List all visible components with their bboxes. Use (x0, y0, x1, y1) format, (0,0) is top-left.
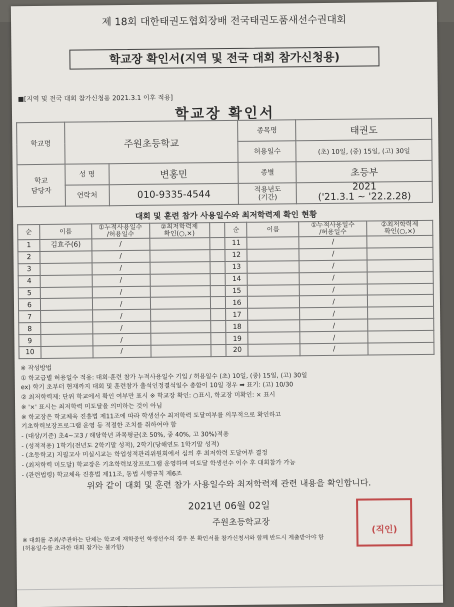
seal-text: (직인) (371, 525, 398, 536)
event-title: 제 18회 대한태권도협회장배 전국태권도품새선수권대회 (101, 14, 347, 29)
note-line: - (성적적용) 1학기(전년도 2학기말 성적), 2학기(당해연도 1학기말 성적) (21, 440, 220, 450)
header-name: 이름 (40, 224, 92, 240)
school-value: 주원초등학교 (64, 120, 238, 164)
note-line: ※ 학교장은 학교체육 진흥법 제11조에 따라 학생선수 최저학력 도달여부를 의무적으로 확인하고 (21, 410, 282, 421)
row-num-cell: 12 (225, 249, 247, 261)
row-days-cell: / (299, 236, 367, 249)
row-name-cell (248, 296, 300, 308)
contact-value: 010-9335-4544 (109, 183, 239, 205)
row-grade-cell (367, 283, 433, 296)
table-gap (209, 249, 225, 261)
row-num-cell: 9 (19, 335, 41, 347)
bottom-divider (17, 585, 443, 590)
row-name-cell (248, 308, 300, 320)
gender-value: 초등부 (296, 160, 432, 182)
row-name-cell (40, 275, 92, 287)
row-grade-cell (151, 345, 211, 358)
row-grade-cell (150, 250, 210, 263)
note-line: - (초등학교) 지필고사 미실시교는 학업성적관리위원회에서 심의 후 최저학력 도달여부 결정 (21, 449, 268, 460)
table-gap (210, 345, 226, 357)
row-num-cell: 11 (225, 237, 247, 249)
school-label: 학교명 (17, 122, 65, 164)
row-grade-cell (368, 319, 434, 332)
row-days-cell: / (92, 322, 150, 334)
row-num-cell: 1 (18, 239, 40, 251)
header-num: 순 (225, 222, 247, 237)
row-name-cell: 김효주(6) (40, 239, 92, 251)
row-grade-cell (150, 297, 210, 310)
note-line: - (최저학력 미도달) 학교장은 기초학력보장프로그램 운영하며 미도달 학생선수 이수 후 대회참가 가능 (21, 459, 296, 470)
row-name-cell (40, 251, 92, 263)
row-name-cell (248, 320, 300, 332)
application-note: ■[지역 및 전국 대회 참가신청용 2021.3.1 이후 적용] (17, 93, 173, 104)
table-gap (210, 297, 226, 309)
main-title: 학교장 확인서 (174, 105, 276, 123)
name-value: 변홍민 (109, 162, 239, 184)
row-num-cell: 13 (226, 261, 248, 273)
row-days-cell: / (92, 262, 150, 274)
row-days-cell: / (92, 298, 150, 310)
row-num-cell: 15 (226, 285, 248, 297)
row-name-cell (248, 332, 300, 344)
note-line: 기초학력보장프로그램 운영 등 적절한 조치를 취하여야 함 (21, 421, 177, 431)
row-name-cell (40, 263, 92, 275)
row-name-cell (248, 284, 300, 296)
row-name-cell (41, 322, 93, 334)
header-grade: ②최저학력제 확인(○,×) (367, 220, 433, 236)
allow-value: (초) 10일, (중) 15일, (고) 30일 (296, 139, 432, 161)
participation-table (17, 220, 434, 359)
row-days-cell: / (92, 310, 150, 322)
year-value (297, 181, 433, 203)
footnote-line1: ※ 대회를 주최/주관하는 단체는 학교에 재학중인 학생선수의 경우 본 확인서를 참가신청서와 함께 반드시 제출받아야 함 (22, 534, 324, 545)
note-line: - (대상/기준) 초4~고3 / 해당학년 과목평균(초 50%, 중 40%, 고 30%)적용 (21, 430, 229, 441)
row-num-cell: 2 (18, 251, 40, 263)
note-line: ※ '×' 표시는 최저학력 미도달을 의미하는 것이 아님 (21, 402, 163, 411)
row-num-cell: 19 (226, 332, 248, 344)
row-name-cell (40, 286, 92, 298)
header-days: ①누적사용일수 /허용일수 (299, 221, 367, 237)
row-grade-cell (367, 259, 433, 272)
row-num-cell: 6 (18, 299, 40, 311)
allow-label: 허용일수 (238, 141, 296, 163)
row-days-cell: / (92, 250, 150, 262)
header-grade: ②최저학력제 확인(○,×) (149, 223, 209, 239)
row-days-cell: / (92, 286, 150, 298)
table-gap (210, 333, 226, 345)
document-title: 학교장 확인서(지역 및 전국 대회 참가신청용) (69, 46, 379, 69)
row-days-cell: / (299, 272, 367, 285)
row-num-cell: 10 (19, 346, 41, 358)
row-num-cell: 4 (18, 275, 40, 287)
contact-label: 연락처 (65, 185, 109, 206)
table-gap (210, 273, 226, 285)
issue-date: 2021년 06월 02일 (188, 500, 271, 513)
note-line: ② 최저학력제: 단위 학교에서 확인 여부만 표시 ※ 학교장 확인: ○표시, 학교장 미확인: × 표시 (20, 391, 276, 402)
row-name-cell (41, 310, 93, 322)
row-days-cell: / (300, 284, 368, 297)
row-grade-cell (149, 238, 209, 251)
row-days-cell: / (300, 331, 368, 344)
info-table (16, 118, 433, 207)
table-gap (209, 238, 225, 250)
row-days-cell: / (300, 343, 368, 356)
note-line: ① 학교급별 허용일수 적용: 대회·훈련 참가 누적사용일수 기입 / 허용일수 (초) 10일, (중) 15일, (고) 30일 (20, 371, 308, 382)
table-title: 대회 및 훈련 참가 사용일수와 최저학력제 확인 현황 (135, 210, 318, 221)
row-days-cell: / (299, 260, 367, 273)
row-name-cell (41, 334, 93, 346)
table-gap (210, 321, 226, 333)
row-num-cell: 8 (19, 323, 41, 335)
header-num: 순 (18, 224, 40, 239)
row-days-cell: / (299, 248, 367, 261)
header-days: ①누적사용일수 /허용일수 (91, 223, 149, 239)
row-num-cell: 20 (226, 344, 248, 356)
table-gap (210, 261, 226, 273)
row-days-cell: / (92, 274, 150, 286)
row-grade-cell (150, 273, 210, 286)
row-grade-cell (368, 330, 434, 343)
note-line: ex) 학기 초부터 현재까지 대회 및 훈련참가 출석인정결석일수 총합이 10일 경우 ➡ 표기: (고) 10/30 (20, 381, 294, 392)
row-days-cell: / (300, 295, 368, 308)
table-gap (210, 309, 226, 321)
row-grade-cell (150, 309, 210, 322)
row-name-cell (41, 346, 93, 358)
row-grade-cell (150, 261, 210, 274)
row-grade-cell (368, 307, 434, 320)
row-name-cell (40, 298, 92, 310)
sport-label: 종목명 (238, 120, 296, 142)
row-num-cell: 5 (18, 287, 40, 299)
row-num-cell: 17 (226, 309, 248, 321)
row-days-cell: / (300, 319, 368, 332)
closing-statement: 위와 같이 대회 및 훈련 참가 사용일수와 최저학력제 관련 내용을 확인합니다. (86, 478, 372, 492)
row-days-cell: / (93, 333, 151, 345)
table-gap (210, 285, 226, 297)
row-num-cell: 18 (226, 321, 248, 333)
row-name-cell (248, 272, 300, 284)
row-grade-cell (368, 342, 434, 355)
row-grade-cell (150, 285, 210, 298)
row-grade-cell (367, 271, 433, 284)
row-num-cell: 16 (226, 297, 248, 309)
year-value-line2: ('21.3.1 ~ '22.2.28) (317, 191, 412, 204)
row-name-cell (247, 237, 299, 249)
row-days-cell: / (300, 307, 368, 320)
row-num-cell: 3 (18, 263, 40, 275)
signer-name: 주원초등학교장 (212, 517, 270, 529)
row-grade-cell (150, 321, 210, 334)
sport-value: 태권도 (296, 118, 432, 140)
row-grade-cell (367, 247, 433, 260)
table-gap (209, 223, 225, 238)
row-days-cell: / (93, 345, 151, 357)
name-label: 성 명 (65, 164, 109, 185)
header-name: 이름 (247, 222, 299, 238)
row-name-cell (248, 344, 300, 356)
row-num-cell: 7 (19, 311, 41, 323)
notes-section (21, 360, 436, 481)
row-grade-cell (367, 235, 433, 248)
row-name-cell (247, 261, 299, 273)
footnote-line2: (허용일수를 초과한 대회 참가는 불가함) (22, 545, 125, 553)
row-name-cell (247, 249, 299, 261)
year-label: 적용년도 (기간) (239, 183, 297, 205)
note-line: ※ 작성방법 (20, 364, 52, 373)
row-grade-cell (367, 295, 433, 308)
footnote (22, 533, 382, 553)
gender-label: 종별 (238, 162, 296, 184)
year-value-line1: 2021 (352, 181, 377, 193)
row-grade-cell (150, 333, 210, 346)
document-paper (11, 2, 443, 607)
row-num-cell: 14 (226, 273, 248, 285)
row-days-cell: / (92, 238, 150, 250)
manager-label: 학교 담당자 (17, 164, 65, 206)
note-line: - (관련법령) 학교체육 진흥법 제11조, 동법 시행규칙 제6조 (21, 470, 182, 479)
